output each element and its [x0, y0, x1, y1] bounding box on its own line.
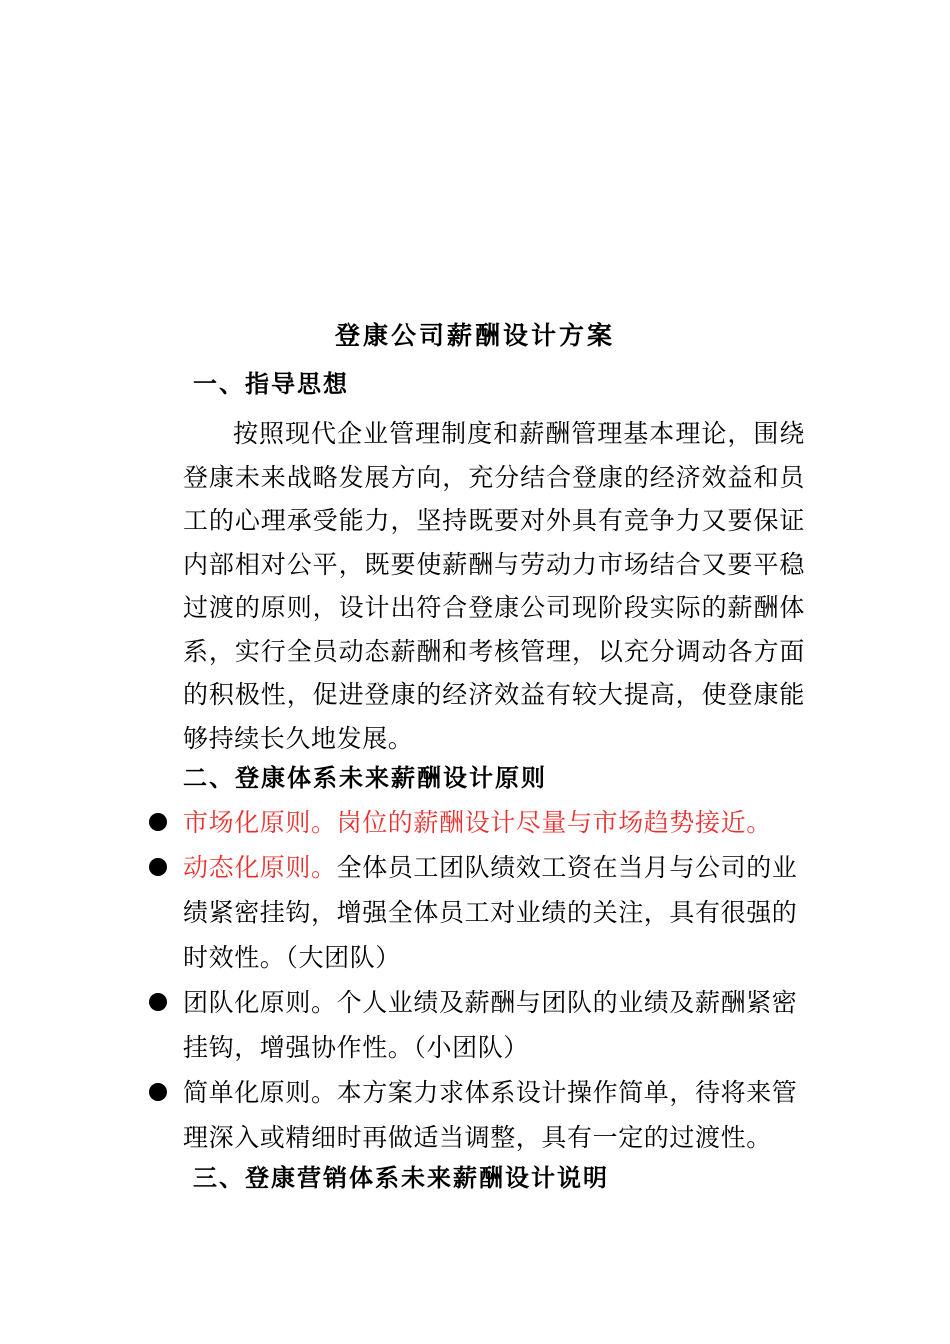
bullet-lead-text: 市场化原则。岗位的薪酬设计尽量与市场趋势接近。	[183, 808, 772, 837]
section-heading-design-principles: 二、登康体系未来薪酬设计原则	[183, 763, 547, 792]
bullet-dot-icon	[149, 1083, 167, 1101]
list-item-simple-principle	[183, 1070, 805, 1160]
bullet-dot-icon	[149, 993, 167, 1011]
bullet-lead-text: 动态化原则。	[183, 853, 337, 882]
section-heading-marketing-pay-design: 三、登康营销体系未来薪酬设计说明	[193, 1163, 609, 1192]
bullet-rest-text: 简单化原则。本方案力求体系设计操作简单，待将来管理深入或精细时再做适当调整，具有一定的过渡性。	[183, 1078, 798, 1152]
bullet-dot-icon	[149, 813, 167, 831]
bullet-dot-icon	[149, 858, 167, 876]
list-item-team-principle	[183, 980, 805, 1070]
list-item-market-principle	[183, 800, 805, 845]
section-heading-guiding-thought: 一、指导思想	[193, 369, 349, 398]
bullet-rest-text: 团队化原则。个人业绩及薪酬与团队的业绩及薪酬紧密挂钩，增强协作性。（小团队）	[183, 988, 798, 1062]
list-item-dynamic-principle	[183, 845, 805, 980]
bullet-rest-text: 全体员工团队绩效工资在当月与公司的业绩紧密挂钩，增强全体员工对业绩的关注，具有很强的时效性。（大团队）	[183, 853, 798, 972]
document-title: 登康公司薪酬设计方案	[334, 321, 615, 350]
guiding-thought-paragraph: 按照现代企业管理制度和薪酬管理基本理论，围绕登康未来战略发展方向，充分结合登康的经济效益和员工的心理承受能力，坚持既要对外具有竞争力又要保证内部相对公平，既要使薪酬与劳动力市场结合又要平稳过渡的原则，设计出符合登康公司现阶段实际的薪酬体系，实行全员动态薪酬和考核管理，以充分调动各方面的积极性，促进登康的经济效益有较大提高，使登康能够持续长久地发展。	[183, 419, 805, 753]
